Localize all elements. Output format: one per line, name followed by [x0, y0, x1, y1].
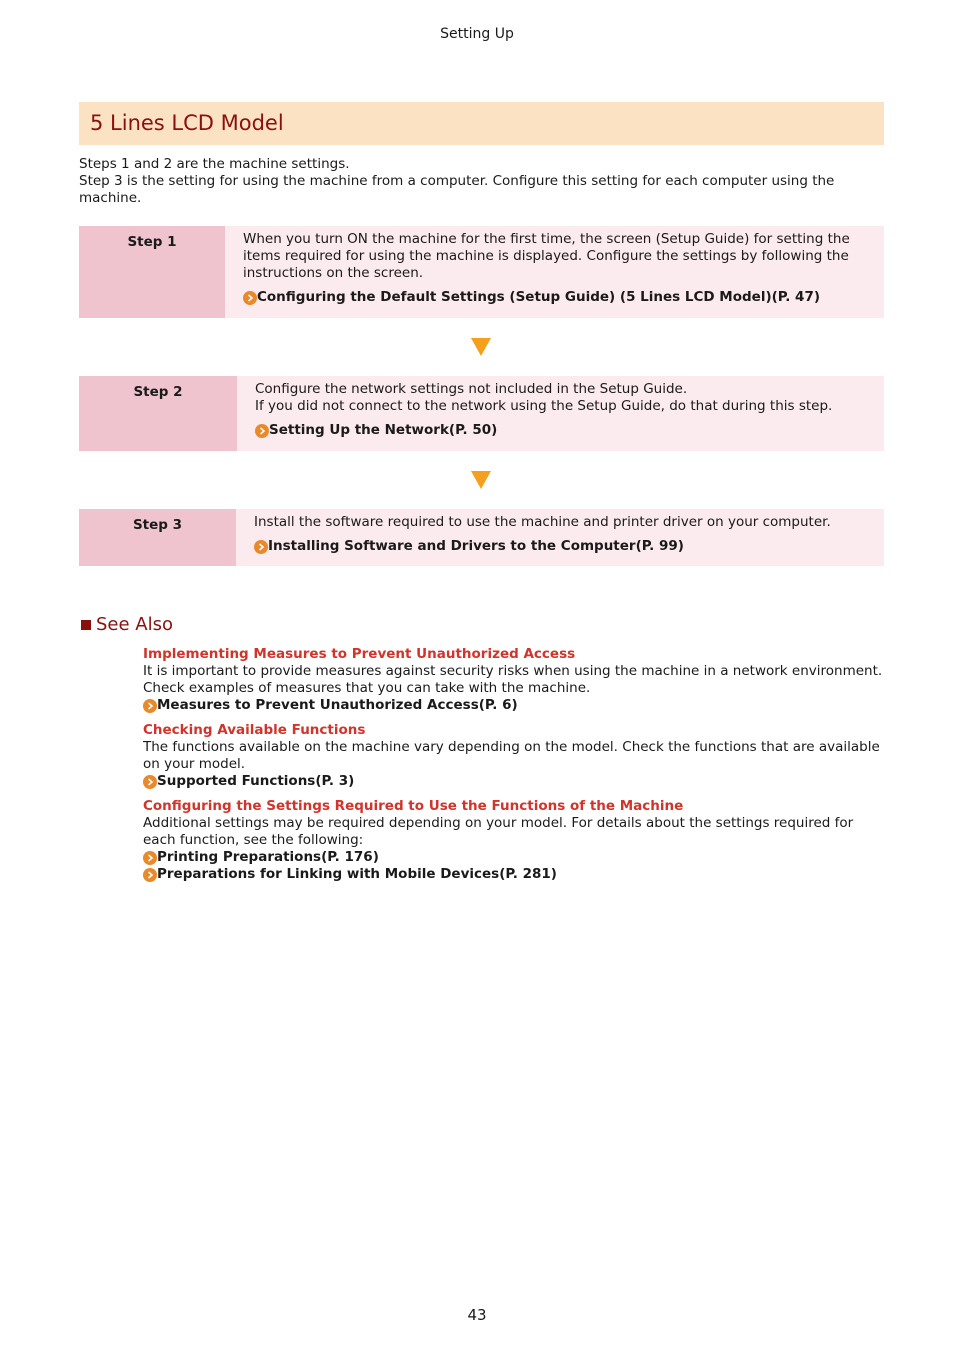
- step-label: Step 1: [79, 226, 225, 318]
- chevron-right-icon: [243, 291, 257, 305]
- see-also-list: [143, 646, 888, 891]
- see-also-label: See Also: [96, 614, 174, 635]
- step-label: Step 3: [79, 509, 236, 566]
- see-also-item-text: The functions available on the machine vary depending on the model. Check the functions that are available on your model.: [143, 739, 880, 772]
- section-title: 5 Lines LCD Model: [79, 102, 884, 145]
- step-text: If you did not connect to the network using the Setup Guide, do that during this step.: [255, 398, 833, 414]
- see-also-item-text: Additional settings may be required depending on your model. For details about the settings required for each function, see the following:: [143, 815, 854, 848]
- xref-link[interactable]: [243, 289, 864, 306]
- step-text: Configure the network settings not included in the Setup Guide.: [255, 381, 688, 397]
- intro-line: Step 3 is the setting for using the machine from a computer. Configure this setting for each computer using the machine.: [79, 173, 835, 206]
- step-1: [79, 226, 884, 318]
- see-also-item: [143, 722, 888, 790]
- step-2: [79, 376, 884, 451]
- see-also-item-title: Checking Available Functions: [143, 722, 366, 738]
- step-3: [79, 509, 884, 566]
- xref-link[interactable]: [254, 538, 831, 555]
- xref-label: Setting Up the Network(P. 50): [269, 422, 498, 438]
- step-body: [237, 376, 852, 451]
- xref-link[interactable]: [255, 422, 832, 439]
- page-number: 43: [467, 1306, 487, 1324]
- flow-arrow-icon: [471, 471, 491, 489]
- intro-line: Steps 1 and 2 are the machine settings.: [79, 156, 350, 172]
- intro: [79, 156, 884, 207]
- see-also-item-text: It is important to provide measures against security risks when using the machine in a network environment. Check examples of measures that you can take with the machine.: [143, 663, 883, 696]
- step-text: Install the software required to use the machine and printer driver on your computer.: [254, 514, 831, 530]
- chevron-right-icon: [143, 775, 157, 789]
- xref-label: Supported Functions(P. 3): [157, 773, 355, 789]
- step-label: Step 2: [79, 376, 237, 451]
- xref-label: Configuring the Default Settings (Setup Guide) (5 Lines LCD Model)(P. 47): [257, 289, 821, 305]
- chevron-right-icon: [143, 851, 157, 865]
- xref-label: Preparations for Linking with Mobile Devices(P. 281): [157, 866, 557, 882]
- see-also-heading: [79, 614, 173, 636]
- xref-link[interactable]: [143, 849, 888, 866]
- xref-label: Printing Preparations(P. 176): [157, 849, 379, 865]
- xref-link[interactable]: [143, 697, 888, 714]
- xref-label: Installing Software and Drivers to the Computer(P. 99): [268, 538, 684, 554]
- see-also-item: [143, 798, 888, 883]
- xref-link[interactable]: [143, 773, 888, 790]
- step-text: When you turn ON the machine for the first time, the screen (Setup Guide) for setting the items required for using the machine is displayed. Configure the settings by following the instructions on the screen.: [243, 231, 850, 281]
- see-also-item: [143, 646, 888, 714]
- step-body: [236, 509, 851, 566]
- see-also-item-title: Configuring the Settings Required to Use the Functions of the Machine: [143, 798, 684, 814]
- chevron-right-icon: [143, 868, 157, 882]
- see-also-item-title: Implementing Measures to Prevent Unauthorized Access: [143, 646, 576, 662]
- xref-label: Measures to Prevent Unauthorized Access(P. 6): [157, 697, 518, 713]
- xref-link[interactable]: [143, 866, 888, 883]
- step-body: [225, 226, 884, 318]
- flow-arrow-icon: [471, 338, 491, 356]
- running-head: Setting Up: [440, 26, 514, 42]
- chevron-right-icon: [143, 699, 157, 713]
- chevron-right-icon: [255, 424, 269, 438]
- chevron-right-icon: [254, 540, 268, 554]
- square-bullet-icon: [81, 620, 91, 630]
